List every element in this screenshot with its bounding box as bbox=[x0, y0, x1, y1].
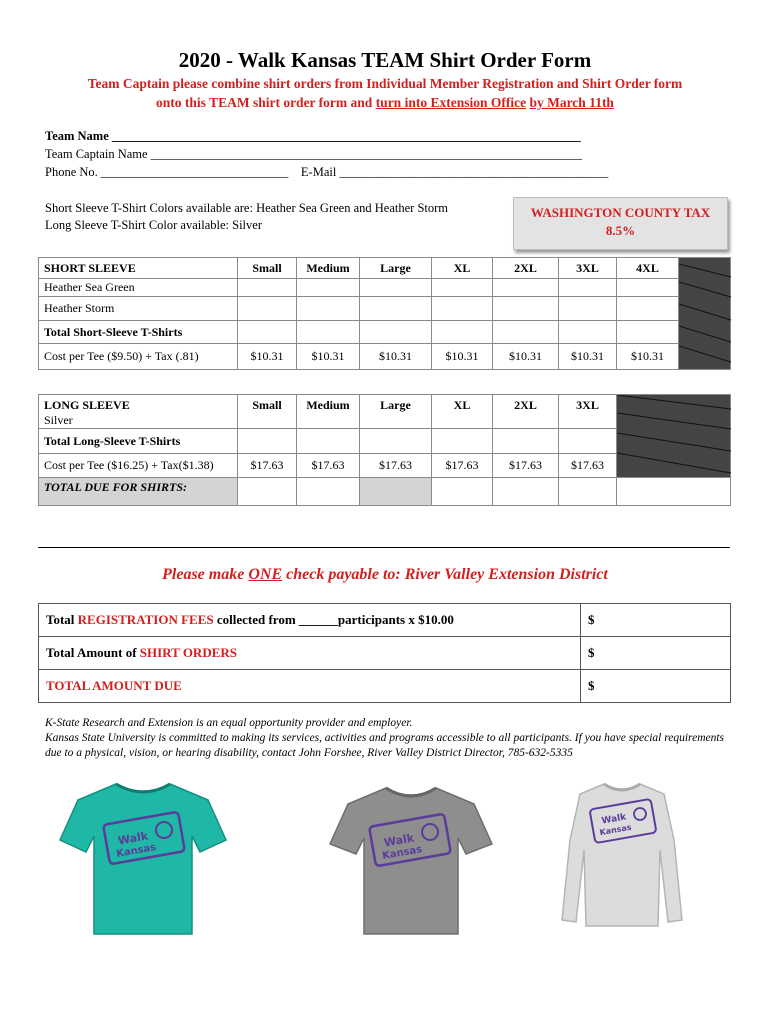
shirt-orders-row bbox=[39, 637, 731, 670]
size-header: Large bbox=[360, 395, 432, 429]
qty-cell[interactable] bbox=[617, 297, 679, 321]
shirt-heather-storm-image bbox=[326, 782, 496, 937]
total-cell[interactable] bbox=[559, 321, 617, 344]
short-cost-row bbox=[39, 344, 731, 370]
registration-fees-amount[interactable]: $ bbox=[581, 604, 731, 637]
qty-cell[interactable] bbox=[493, 297, 559, 321]
size-header: 2XL bbox=[493, 395, 559, 429]
qty-cell[interactable] bbox=[297, 297, 360, 321]
fees-text: Total bbox=[46, 612, 78, 627]
instructions-line1: Team Captain please combine shirt orders from Individual Member Registration and Shirt Order form bbox=[87, 76, 683, 91]
total-cell[interactable] bbox=[360, 429, 432, 453]
fees-text: collected from ______participants x $10.00 bbox=[213, 612, 454, 627]
blocked-hatch bbox=[679, 264, 731, 364]
total-due-cell-shaded bbox=[360, 478, 432, 506]
qty-cell[interactable] bbox=[432, 297, 493, 321]
short-color-row bbox=[39, 297, 731, 321]
cost-cell: $17.63 bbox=[493, 453, 559, 477]
qty-cell[interactable] bbox=[559, 297, 617, 321]
shirt-logo-text: Kansas bbox=[381, 844, 424, 862]
cost-cell: $10.31 bbox=[617, 344, 679, 370]
qty-cell[interactable] bbox=[493, 279, 559, 297]
size-header: 4XL bbox=[617, 258, 679, 279]
size-header: Large bbox=[360, 258, 432, 279]
registration-fees-label bbox=[39, 604, 581, 637]
total-cell[interactable] bbox=[559, 429, 617, 453]
long-header-row bbox=[39, 395, 731, 429]
size-header: Medium bbox=[297, 258, 360, 279]
fees-text: Total Amount of bbox=[46, 645, 140, 660]
blocked-hatch bbox=[617, 395, 731, 477]
long-sleeve-header-cell bbox=[39, 395, 238, 429]
shirt-logo-text: Kansas bbox=[598, 822, 633, 838]
long-sleeve-header: LONG SLEEVE bbox=[44, 398, 130, 412]
color-silver: Silver bbox=[44, 413, 73, 427]
total-due-label: TOTAL DUE FOR SHIRTS: bbox=[39, 478, 238, 506]
fees-table bbox=[38, 603, 731, 703]
total-cell[interactable] bbox=[238, 321, 297, 344]
instructions bbox=[30, 74, 740, 112]
short-sleeve-colors: Short Sleeve T-Shirt Colors available are: Heather Sea Green and Heather Storm bbox=[45, 201, 449, 215]
cost-cell: $17.63 bbox=[360, 453, 432, 477]
total-due-cell[interactable] bbox=[432, 478, 493, 506]
turn-in-text: turn into Extension Office bbox=[375, 95, 527, 110]
email-field[interactable]: E-Mail ___________________________________________ bbox=[300, 165, 609, 179]
check-one: ONE bbox=[248, 566, 283, 583]
registration-fees-row bbox=[39, 604, 731, 637]
registration-fees-text: REGISTRATION FEES bbox=[77, 612, 214, 627]
cost-cell: $17.63 bbox=[559, 453, 617, 477]
color-availability bbox=[45, 200, 448, 234]
total-cell[interactable] bbox=[297, 429, 360, 453]
total-due-cell[interactable] bbox=[617, 478, 731, 506]
long-sleeve-table bbox=[38, 394, 731, 506]
qty-cell[interactable] bbox=[360, 297, 432, 321]
total-amount-due[interactable]: $ bbox=[581, 670, 731, 703]
total-amount-label: TOTAL AMOUNT DUE bbox=[39, 670, 581, 703]
long-cost-label: Cost per Tee ($16.25) + Tax($1.38) bbox=[39, 453, 238, 477]
cost-cell: $17.63 bbox=[238, 453, 297, 477]
qty-cell[interactable] bbox=[238, 297, 297, 321]
size-header: Small bbox=[238, 395, 297, 429]
shirt-orders-text: SHIRT ORDERS bbox=[139, 645, 237, 660]
team-info-fields bbox=[45, 127, 608, 181]
check-post: check payable to: River Valley Extension District bbox=[282, 566, 608, 583]
short-cost-label: Cost per Tee ($9.50) + Tax (.81) bbox=[39, 344, 238, 370]
short-total-row bbox=[39, 321, 731, 344]
shirt-logo-text: Walk bbox=[600, 812, 628, 827]
size-header: 3XL bbox=[559, 395, 617, 429]
total-cell[interactable] bbox=[297, 321, 360, 344]
check-pre: Please make bbox=[162, 566, 249, 583]
tax-box bbox=[513, 197, 728, 250]
tax-rate: 8.5% bbox=[605, 223, 636, 238]
cost-cell: $10.31 bbox=[297, 344, 360, 370]
cost-cell: $10.31 bbox=[238, 344, 297, 370]
shirt-logo-text: Walk bbox=[117, 829, 150, 848]
qty-cell[interactable] bbox=[360, 279, 432, 297]
color-heather-sea-green: Heather Sea Green bbox=[39, 279, 238, 297]
total-cell[interactable] bbox=[432, 429, 493, 453]
qty-cell[interactable] bbox=[617, 279, 679, 297]
shirt-orders-label bbox=[39, 637, 581, 670]
divider bbox=[38, 547, 730, 548]
check-payable-note bbox=[0, 566, 770, 584]
blocked-cell bbox=[679, 258, 731, 370]
phone-field[interactable]: Phone No. ______________________________ bbox=[45, 165, 289, 179]
shirt-logo-text: Walk bbox=[383, 831, 416, 850]
blocked-cell bbox=[617, 395, 731, 478]
total-due-cell[interactable] bbox=[493, 478, 559, 506]
size-header: 3XL bbox=[559, 258, 617, 279]
cost-cell: $10.31 bbox=[559, 344, 617, 370]
page-title: 2020 - Walk Kansas TEAM Shirt Order Form bbox=[178, 48, 592, 72]
total-amount-row bbox=[39, 670, 731, 703]
total-cell[interactable] bbox=[493, 429, 559, 453]
total-cell[interactable] bbox=[238, 429, 297, 453]
total-due-cell[interactable] bbox=[297, 478, 360, 506]
long-sleeve-colors: Long Sleeve T-Shirt Color available: Silver bbox=[45, 218, 262, 232]
total-due-row bbox=[39, 478, 731, 506]
short-color-row bbox=[39, 279, 731, 297]
qty-cell[interactable] bbox=[559, 279, 617, 297]
cost-cell: $10.31 bbox=[432, 344, 493, 370]
tax-label: WASHINGTON COUNTY TAX bbox=[530, 205, 711, 220]
short-total-label: Total Short-Sleeve T-Shirts bbox=[39, 321, 238, 344]
footer-disclaimer bbox=[45, 716, 735, 761]
total-cell[interactable] bbox=[493, 321, 559, 344]
size-header: Small bbox=[238, 258, 297, 279]
shirt-silver-long-sleeve-image bbox=[560, 780, 685, 928]
shirt-logo-text: Kansas bbox=[115, 842, 158, 860]
qty-cell[interactable] bbox=[432, 279, 493, 297]
cost-cell: $10.31 bbox=[493, 344, 559, 370]
team-name-field[interactable]: Team Name ___________________________________________________________________________ bbox=[45, 129, 581, 143]
equal-opportunity-statement: K-State Research and Extension is an equal opportunity provider and employer. bbox=[45, 717, 413, 729]
long-total-label: Total Long-Sleeve T-Shirts bbox=[39, 429, 238, 453]
accessibility-statement: Kansas State University is committed to making its services, activities and programs accessible to all participants. If you have special requirements due to a physical, vision, or hearing disability, contact John Forshee, River Valley District Director, 785-632-5335 bbox=[45, 732, 725, 759]
qty-cell[interactable] bbox=[238, 279, 297, 297]
shirt-orders-amount[interactable]: $ bbox=[581, 637, 731, 670]
cost-cell: $17.63 bbox=[297, 453, 360, 477]
size-header: XL bbox=[432, 395, 493, 429]
instructions-line2 bbox=[30, 93, 740, 112]
size-header: 2XL bbox=[493, 258, 559, 279]
size-header: Medium bbox=[297, 395, 360, 429]
total-cell[interactable] bbox=[617, 321, 679, 344]
size-header: XL bbox=[432, 258, 493, 279]
instructions-text: onto this TEAM shirt order form and bbox=[156, 95, 376, 110]
deadline-text: by March 11th bbox=[529, 95, 614, 110]
cost-cell: $10.31 bbox=[360, 344, 432, 370]
contact-fields bbox=[45, 163, 608, 181]
total-due-cell[interactable] bbox=[559, 478, 617, 506]
short-sleeve-table bbox=[38, 257, 731, 370]
total-cell[interactable] bbox=[360, 321, 432, 344]
short-header-row bbox=[39, 258, 731, 279]
short-sleeve-header: SHORT SLEEVE bbox=[39, 258, 238, 279]
total-due-cell[interactable] bbox=[238, 478, 297, 506]
total-cell[interactable] bbox=[432, 321, 493, 344]
team-captain-field[interactable]: Team Captain Name _____________________________________________________________________ bbox=[45, 147, 582, 161]
qty-cell[interactable] bbox=[297, 279, 360, 297]
cost-cell: $17.63 bbox=[432, 453, 493, 477]
color-heather-storm: Heather Storm bbox=[39, 297, 238, 321]
shirt-heather-sea-green-image bbox=[58, 778, 228, 938]
